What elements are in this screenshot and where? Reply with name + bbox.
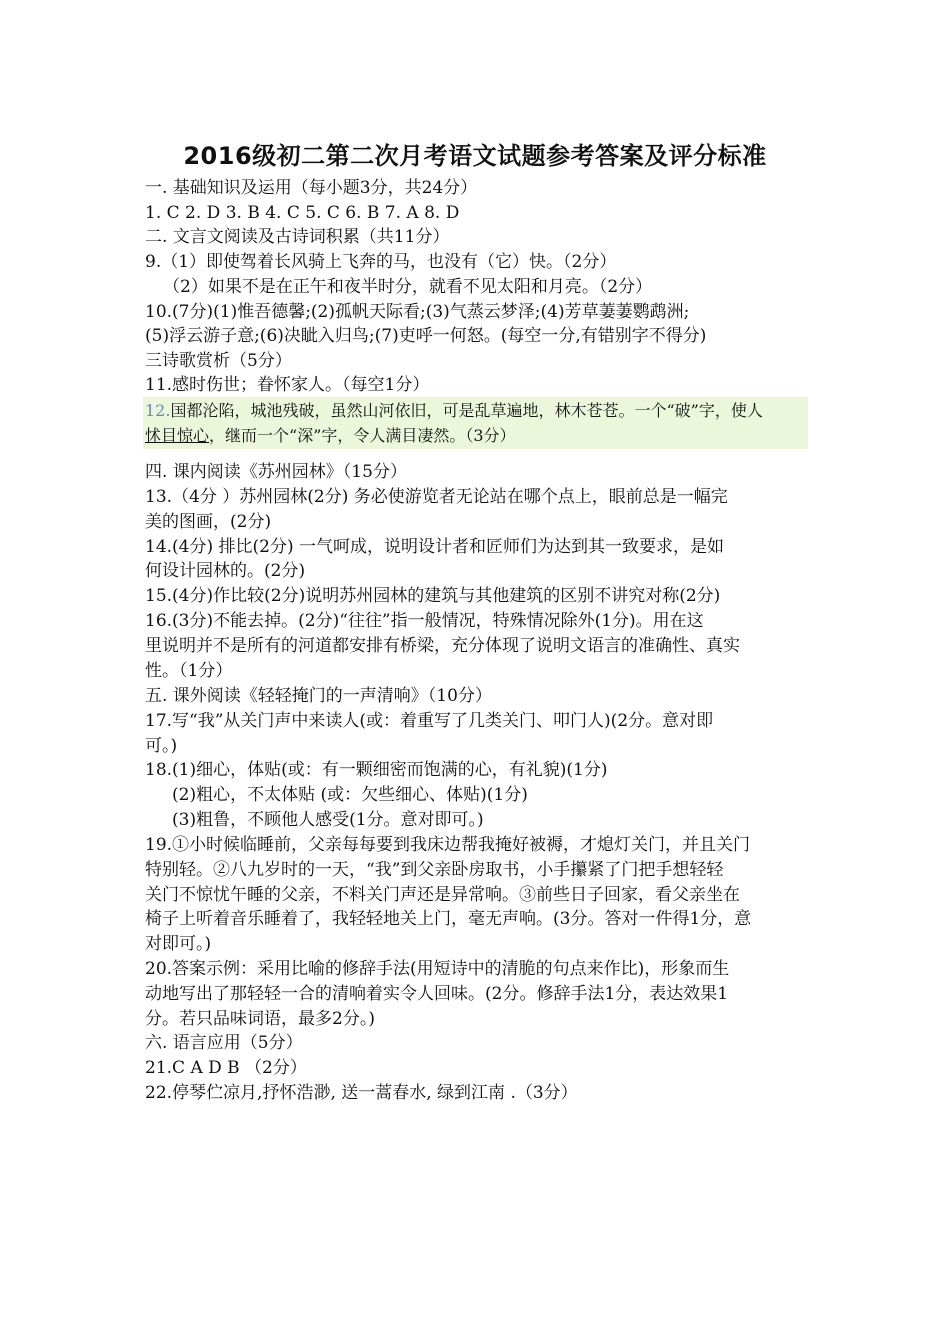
answer-10-line-2: (5)浮云游子意;(6)决眦入归鸟;(7)吏呼一何怒。(每空一分,有错别字不得分) [145, 326, 707, 346]
answer-18-line-1: 18.(1)细心，体贴(或：有一颗细密而饱满的心，有礼貌)(1分) [145, 760, 608, 780]
answer-16-line-1: 16.(3分)不能去掉。(2分)“往往”指一般情况，特殊情况除外(1分)。用在这 [145, 611, 704, 631]
answer-19-line-1: 19.①小时候临睡前，父亲每每要到我床边帮我掩好被褥，才熄灯关门，并且关门 [145, 835, 751, 855]
answer-12-text-2: ，继而一个“深”字，令人满目凄然。（3分） [209, 426, 516, 445]
answer-17-line-2: 可。) [145, 736, 178, 756]
answer-12-line-1 [145, 398, 763, 423]
answer-19-line-5: 对即可。) [145, 934, 212, 954]
page-title: 2016级初二第二次月考语文试题参考答案及评分标准 [183, 142, 767, 170]
answer-9-line-1: 9.（1）即使驾着长风骑上飞奔的马，也没有（它）快。（2分） [145, 252, 617, 272]
answer-12-number: 12. [145, 401, 171, 420]
answer-21: 21.C A D B （2分） [145, 1058, 307, 1078]
answer-16-line-2: 里说明并不是所有的河道都安排有桥梁，充分体现了说明文语言的准确性、真实 [145, 636, 740, 656]
answers-1-8: 1. C 2. D 3. B 4. C 5. C 6. B 7. A 8. D [145, 203, 460, 223]
answer-20-line-2: 动地写出了那轻轻一合的清响着实令人回味。(2分。修辞手法1分，表达效果1 [145, 984, 729, 1004]
answer-12-text-1: 国都沦陷，城池残破，虽然山河依旧，可是乱草遍地，林木苍苍。一个“破”字，使人 [170, 401, 763, 420]
section-1-heading: 一. 基础知识及运用（每小题3分，共24分） [145, 178, 478, 198]
answer-22: 22.停琴伫凉月,抒怀浩渺, 送一蒿春水, 绿到江南 .（3分） [145, 1083, 578, 1103]
answer-9-line-2: （2）如果不是在正午和夜半时分，就看不见太阳和月亮。（2分） [163, 277, 653, 297]
answer-12-line-2 [145, 423, 516, 448]
answer-14-line-1: 14.(4分) 排比(2分) 一气呵成，说明设计者和匠师们为达到其一致要求，是如 [145, 537, 725, 557]
answer-14-line-2: 何设计园林的。(2分) [145, 561, 306, 581]
answer-19-line-2: 特别轻。②八九岁时的一天，“我”到父亲卧房取书，小手攥紧了门把手想轻轻 [145, 860, 724, 880]
section-4-heading: 四. 课内阅读《苏州园林》（15分） [145, 462, 407, 482]
answer-15: 15.(4分)作比较(2分)说明苏州园林的建筑与其他建筑的区别不讲究对称(2分) [145, 586, 721, 606]
answer-20-line-3: 分。若只品味词语，最多2分。) [145, 1009, 375, 1029]
answer-11: 11.感时伤世；眷怀家人。（每空1分） [145, 375, 430, 395]
answer-20-line-1: 20.答案示例：采用比喻的修辞手法(用短诗中的清脆的句点来作比)，形象而生 [145, 959, 730, 979]
answer-19-line-4: 椅子上听着音乐睡着了，我轻轻地关上门，毫无声响。(3分。答对一件得1分，意 [145, 909, 752, 929]
answer-18-line-3: (3)粗鲁，不顾他人感受(1分。意对即可。) [172, 810, 484, 830]
section-6-heading: 六. 语言应用（5分） [145, 1033, 303, 1053]
answer-19-line-3: 关门不惊忧午睡的父亲，不料关门声还是异常响。③前些日子回家，看父亲坐在 [145, 885, 740, 905]
section-3-heading: 三诗歌赏析（5分） [145, 351, 292, 371]
answer-18-line-2: (2)粗心，不太体贴 (或：欠些细心、体贴)(1分) [172, 785, 528, 805]
answer-13-line-2: 美的图画，(2分) [145, 512, 272, 532]
section-2-heading: 二. 文言文阅读及古诗词积累（共11分） [145, 227, 450, 247]
answer-12-underlined: 怵目惊心 [145, 426, 210, 445]
answer-13-line-1: 13.（4分 ）苏州园林(2分) 务必使游览者无论站在哪个点上，眼前总是一幅完 [145, 487, 728, 507]
section-5-heading: 五. 课外阅读《轻轻掩门的一声清响》（10分） [145, 686, 492, 706]
answer-16-line-3: 性。（1分） [145, 661, 233, 681]
answer-17-line-1: 17.写“我”从关门声中来读人(或：着重写了几类关门、叩门人)(2分。意对即 [145, 711, 714, 731]
answer-10-line-1: 10.(7分)(1)惟吾德馨;(2)孤帆天际看;(3)气蒸云梦泽;(4)芳草萋萋鹦鹉洲; [145, 302, 690, 322]
